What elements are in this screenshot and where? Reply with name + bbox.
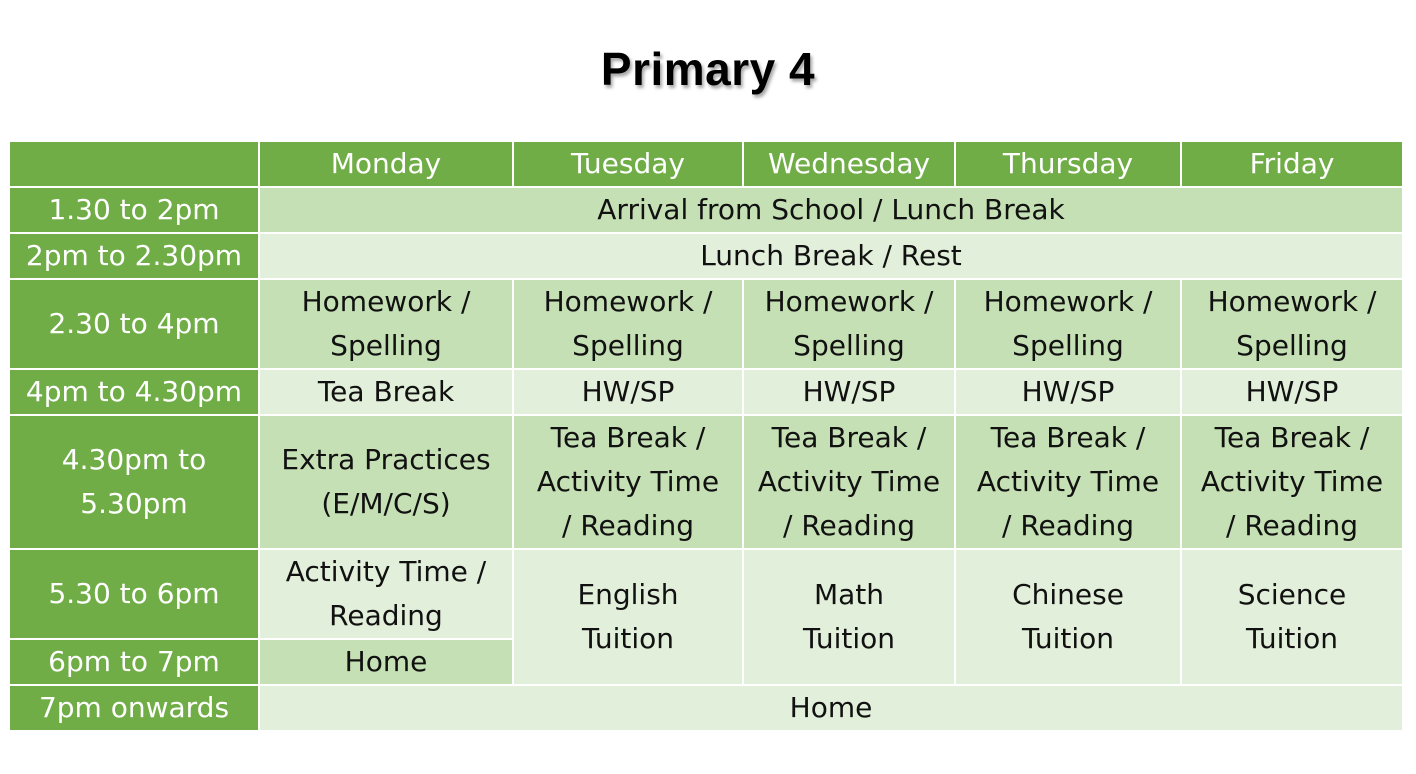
- activity-cell: HW/SP: [513, 369, 743, 415]
- tuition-cell: English Tuition: [577, 578, 679, 655]
- activity-cell: Arrival from School / Lunch Break: [259, 187, 1403, 233]
- activity-cell: Tea Break / Activity Time / Reading: [536, 421, 720, 542]
- day-header-friday: Friday: [1181, 141, 1403, 187]
- activity-cell: HW/SP: [955, 369, 1181, 415]
- day-header-tuesday: Tuesday: [513, 141, 743, 187]
- time-slot: 2.30 to 4pm: [9, 279, 259, 369]
- activity-cell: Extra Practices (E/M/C/S): [281, 443, 491, 520]
- activity-cell: Tea Break / Activity Time / Reading: [1200, 421, 1384, 542]
- page-title: Primary 4: [600, 43, 816, 95]
- tuition-cell: Math Tuition: [802, 578, 895, 655]
- activity-cell: Tea Break: [259, 369, 513, 415]
- timetable-row: [9, 187, 1403, 233]
- activity-cell: Lunch Break / Rest: [259, 233, 1403, 279]
- timetable-row: [9, 415, 1403, 549]
- timetable-row: [9, 549, 1403, 639]
- tuition-cell: Chinese Tuition: [1012, 578, 1124, 655]
- timetable: [8, 140, 1404, 732]
- timetable-row: [9, 369, 1403, 415]
- time-slot: 5.30 to 6pm: [9, 549, 259, 639]
- timetable-row: [9, 233, 1403, 279]
- activity-cell: Homework / Spelling: [543, 285, 713, 362]
- activity-cell: HW/SP: [1181, 369, 1403, 415]
- time-slot: 2pm to 2.30pm: [9, 233, 259, 279]
- corner-cell: [9, 141, 259, 187]
- timetable-row: [9, 279, 1403, 369]
- activity-cell: HW/SP: [743, 369, 955, 415]
- activity-cell: Homework / Spelling: [764, 285, 934, 362]
- timetable-row: [9, 685, 1403, 731]
- day-header-wednesday: Wednesday: [743, 141, 955, 187]
- activity-cell: Tea Break / Activity Time / Reading: [757, 421, 941, 542]
- header-row: [9, 141, 1403, 187]
- day-header-monday: Monday: [259, 141, 513, 187]
- time-slot: 6pm to 7pm: [9, 639, 259, 685]
- activity-cell: Homework / Spelling: [301, 285, 471, 362]
- tuition-cell: Science Tuition: [1237, 578, 1347, 655]
- time-slot: 1.30 to 2pm: [9, 187, 259, 233]
- activity-cell: Tea Break / Activity Time / Reading: [976, 421, 1160, 542]
- activity-cell: Home: [259, 685, 1403, 731]
- day-header-thursday: Thursday: [955, 141, 1181, 187]
- activity-cell: Homework / Spelling: [1207, 285, 1377, 362]
- activity-cell: Homework / Spelling: [983, 285, 1153, 362]
- activity-cell: Home: [259, 639, 513, 685]
- time-slot: 4pm to 4.30pm: [9, 369, 259, 415]
- time-slot: 4.30pm to 5.30pm: [61, 443, 207, 520]
- time-slot: 7pm onwards: [9, 685, 259, 731]
- activity-cell: Activity Time / Reading: [285, 555, 487, 632]
